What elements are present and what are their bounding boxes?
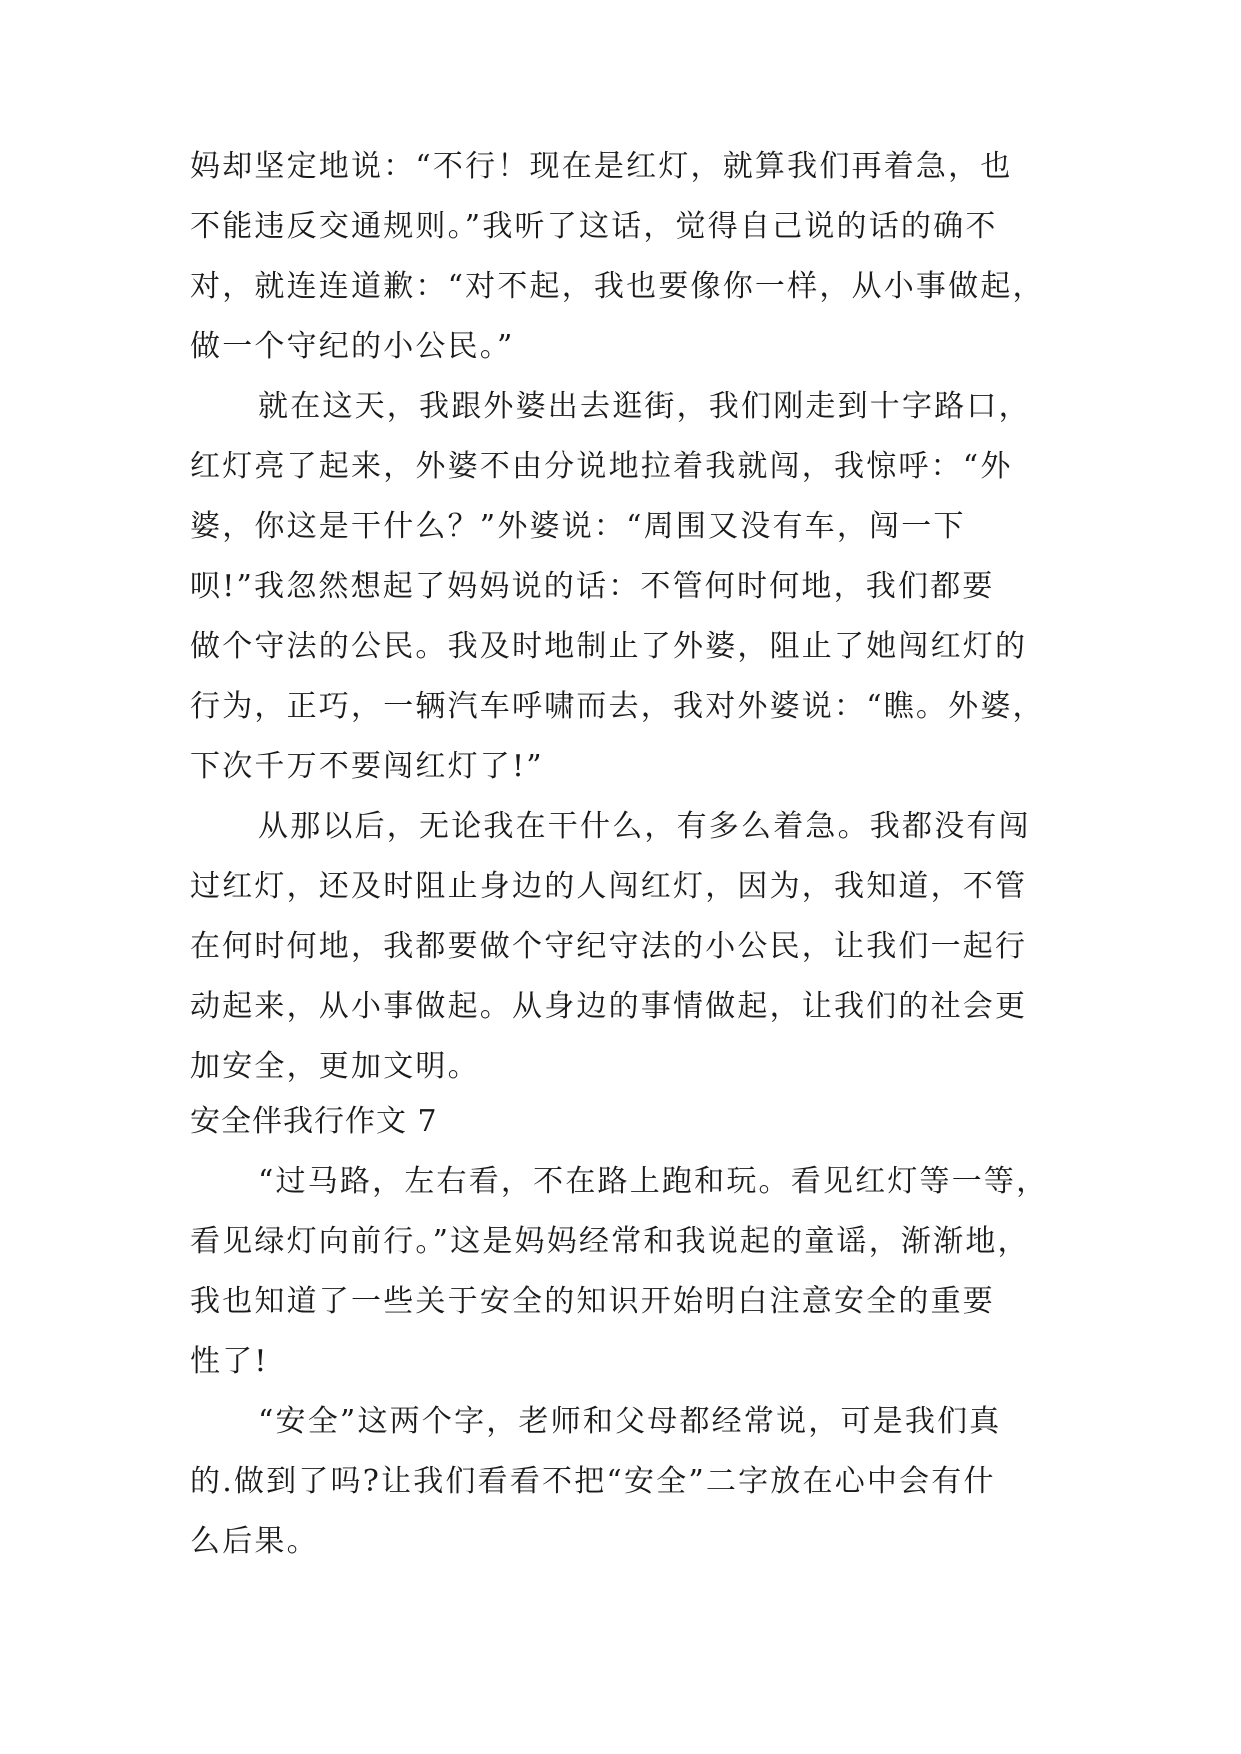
text-line: 不能违反交通规则。”我听了这话，觉得自己说的话的确不: [190, 209, 998, 244]
text-line: 妈却坚定地说：“不行！现在是红灯，就算我们再着急，也: [190, 149, 1013, 184]
text-line: 呗!”我忽然想起了妈妈说的话：不管何时何地，我们都要: [190, 569, 995, 604]
text-line: 在何时何地，我都要做个守纪守法的小公民，让我们一起行: [190, 929, 1028, 964]
text-line: 对，就连连道歉：“对不起，我也要像你一样，从小事做起，: [190, 269, 1045, 304]
text-line: 行为，正巧，一辆汽车呼啸而去，我对外婆说：“瞧。外婆，: [190, 689, 1045, 724]
text-line: 我也知道了一些关于安全的知识开始明白注意安全的重要: [190, 1284, 995, 1319]
text-line: 的.做到了吗?让我们看看不把“安全”二字放在心中会有什: [190, 1464, 996, 1499]
text-line: 性了!: [190, 1344, 269, 1379]
text-line: 下次千万不要闯红灯了!”: [190, 749, 544, 784]
text-line: 动起来，从小事做起。从身边的事情做起，让我们的社会更: [190, 989, 1028, 1024]
text-line: 加安全，更加文明。: [190, 1049, 480, 1084]
text-line: 红灯亮了起来，外婆不由分说地拉着我就闯，我惊呼：“外: [190, 449, 1013, 484]
section-heading: 安全伴我行作文 7: [190, 1104, 438, 1139]
paragraph-first-line: “过马路，左右看，不在路上跑和玩。看见红灯等一等，: [258, 1164, 1049, 1199]
text-line: 么后果。: [190, 1524, 319, 1559]
paragraph-first-line: 就在这天，我跟外婆出去逛街，我们刚走到十字路口，: [258, 389, 1031, 424]
text-line: 做一个守纪的小公民。”: [190, 329, 515, 364]
text-line: 看见绿灯向前行。”这是妈妈经常和我说起的童谣，渐渐地，: [190, 1224, 1030, 1259]
text-line: 做个守法的公民。我及时地制止了外婆，阻止了她闯红灯的: [190, 629, 1028, 664]
paragraph-first-line: 从那以后，无论我在干什么，有多么着急。我都没有闯: [258, 809, 1031, 844]
paragraph-first-line: “安全”这两个字，老师和父母都经常说，可是我们真: [258, 1404, 1002, 1439]
text-line: 婆，你这是干什么？”外婆说：“周围又没有车，闯一下: [190, 509, 966, 544]
text-line: 过红灯，还及时阻止身边的人闯红灯，因为，我知道，不管: [190, 869, 1028, 904]
